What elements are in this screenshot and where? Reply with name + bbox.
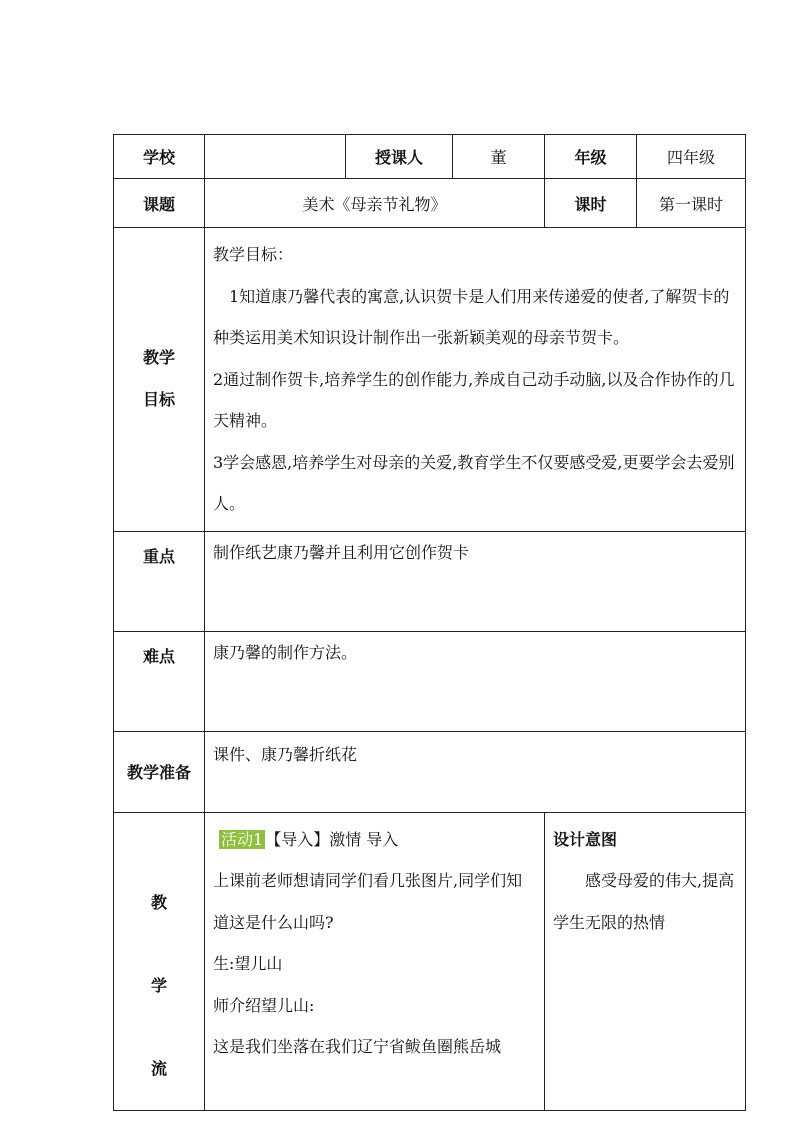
header-row-2 <box>114 179 746 228</box>
preparation-text: 课件、康乃馨折纸花 <box>205 731 746 812</box>
school-label: 学校 <box>114 135 205 179</box>
design-intent <box>545 812 746 1110</box>
key-point-row <box>114 531 746 631</box>
school-value <box>205 135 346 179</box>
flow-label-char-1: 教 <box>150 892 167 912</box>
goals-content <box>205 228 746 532</box>
goals-item-2: 2通过制作贺卡,培养学生的创作能力,养成自己动手动脑,以及合作协作的几天精神。 <box>213 369 735 430</box>
goals-row <box>114 228 746 532</box>
period-value: 第一课时 <box>637 179 746 228</box>
flow-content <box>205 812 545 1110</box>
activity-title: 【导入】激情 导入 <box>265 829 399 849</box>
flow-line-4: 这是我们坐落在我们辽宁省鲅鱼圈熊岳城 <box>213 1037 502 1056</box>
flow-line-2: 生:望儿山 <box>213 954 283 973</box>
flow-line-1: 上课前老师想请同学们看几张图片,同学们知道这是什么山吗? <box>213 871 523 932</box>
topic-value: 美术《母亲节礼物》 <box>205 179 545 228</box>
flow-label-char-3: 流 <box>150 1058 167 1078</box>
goals-label <box>114 228 205 532</box>
goals-item-3: 3学会感恩,培养学生对母亲的关爱,教育学生不仅要感受爱,更要学会去爱别人。 <box>213 452 735 513</box>
flow-label-char-2: 学 <box>150 975 167 995</box>
key-point-label: 重点 <box>114 531 205 631</box>
header-row-1 <box>114 135 746 179</box>
preparation-row <box>114 731 746 812</box>
difficulty-row <box>114 631 746 731</box>
design-intent-text: 感受母爱的伟大,提高学生无限的热情 <box>553 871 735 932</box>
difficulty-label: 难点 <box>114 631 205 731</box>
grade-label: 年级 <box>545 135 637 179</box>
flow-line-3: 师介绍望儿山: <box>213 995 315 1015</box>
goals-item-1: 1知道康乃馨代表的寓意,认识贺卡是人们用来传递爱的使者,了解贺卡的种类运用美术知识设计制作出一张新颖美观的母亲节贺卡。 <box>213 286 730 347</box>
teacher-label: 授课人 <box>346 135 453 179</box>
topic-label: 课题 <box>114 179 205 228</box>
period-label: 课时 <box>545 179 637 228</box>
activity-heading <box>213 819 536 861</box>
flow-label <box>114 812 205 1110</box>
goals-label-line2: 目标 <box>142 390 175 410</box>
grade-value: 四年级 <box>637 135 746 179</box>
activity-highlight: 活动1 <box>221 829 264 849</box>
goals-intro: 教学目标： <box>213 245 294 264</box>
difficulty-text: 康乃馨的制作方法。 <box>205 631 746 731</box>
preparation-label: 教学准备 <box>114 731 205 812</box>
lesson-plan-table <box>113 134 746 1111</box>
design-intent-title: 设计意图 <box>553 829 618 849</box>
goals-label-line1: 教学 <box>142 348 175 368</box>
teacher-value: 董 <box>453 135 545 179</box>
key-point-text: 制作纸艺康乃馨并且利用它创作贺卡 <box>205 531 746 631</box>
flow-row <box>114 812 746 1110</box>
